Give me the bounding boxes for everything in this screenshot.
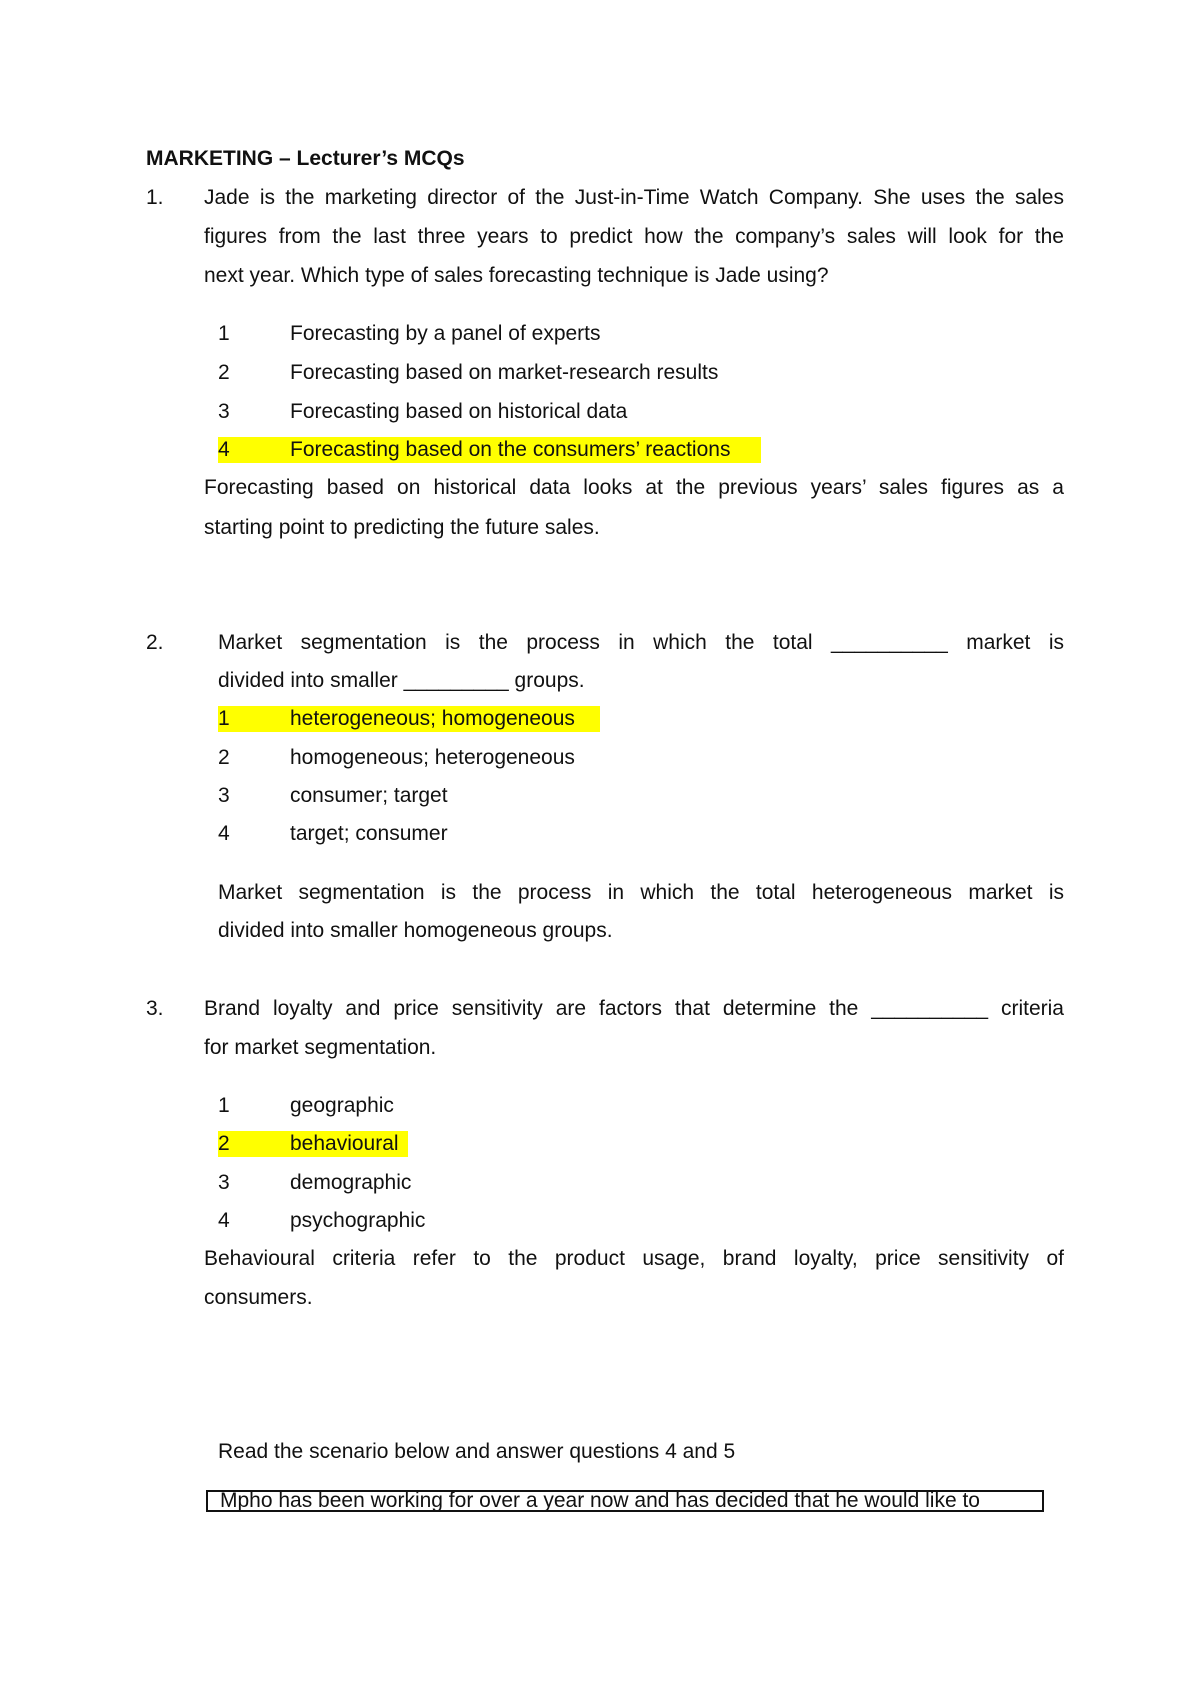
scenario-box — [206, 1490, 1044, 1512]
question-3-line-2: for market segmentation. — [204, 1036, 437, 1059]
question-1-line-1: Jade is the marketing director of the Just-in-Time Watch Company. She uses the sales — [204, 186, 1064, 209]
option-number: 2 — [218, 1132, 230, 1155]
option-text: Forecasting by a panel of experts — [290, 322, 601, 345]
question-1-line-2: figures from the last three years to predict how the company’s sales will look for the — [204, 225, 1064, 248]
question-1-explanation-line-1: Forecasting based on historical data looks at the previous years’ sales figures as a — [204, 476, 1064, 499]
question-1-line-3: next year. Which type of sales forecasting technique is Jade using? — [204, 264, 829, 287]
question-2-explanation-line-2: divided into smaller homogeneous groups. — [218, 919, 613, 942]
question-1-option-4-highlighted — [218, 437, 761, 463]
option-number: 1 — [218, 1094, 230, 1117]
option-number: 1 — [218, 322, 230, 345]
option-number: 4 — [218, 1209, 230, 1232]
scenario-intro: Read the scenario below and answer questions 4 and 5 — [218, 1440, 736, 1463]
document-title: MARKETING – Lecturer’s MCQs — [146, 147, 465, 170]
option-text: Forecasting based on market-research results — [290, 361, 719, 384]
option-text: behavioural — [290, 1132, 399, 1155]
option-number: 1 — [218, 707, 230, 730]
question-3-explanation-line-1: Behavioural criteria refer to the product usage, brand loyalty, price sensitivity of — [204, 1247, 1064, 1270]
option-text: demographic — [290, 1171, 412, 1194]
option-text: consumer; target — [290, 784, 448, 807]
option-number: 2 — [218, 361, 230, 384]
question-3-explanation-line-2: consumers. — [204, 1286, 313, 1309]
question-3-line-1: Brand loyalty and price sensitivity are factors that determine the __________ criteria — [204, 997, 1064, 1020]
option-number: 3 — [218, 400, 230, 423]
question-2-line-2: divided into smaller _________ groups. — [218, 669, 585, 692]
option-text: Forecasting based on historical data — [290, 400, 628, 423]
question-2-line-1: Market segmentation is the process in which the total __________ market is — [218, 631, 1064, 654]
option-text: homogeneous; heterogeneous — [290, 746, 575, 769]
question-2-option-1-highlighted — [218, 706, 600, 732]
scenario-box-text: Mpho has been working for over a year now and has decided that he would like to — [220, 1490, 980, 1512]
option-number: 3 — [218, 784, 230, 807]
option-text: psychographic — [290, 1209, 426, 1232]
question-2-explanation-line-1: Market segmentation is the process in which the total heterogeneous market is — [218, 881, 1064, 904]
question-1-number: 1. — [146, 186, 164, 209]
option-text: target; consumer — [290, 822, 448, 845]
question-1-explanation-line-2: starting point to predicting the future sales. — [204, 516, 600, 539]
option-text: geographic — [290, 1094, 394, 1117]
question-3-option-2-highlighted — [218, 1131, 408, 1157]
option-text: Forecasting based on the consumers’ reactions — [290, 438, 731, 461]
question-3-number: 3. — [146, 997, 164, 1020]
question-2-number: 2. — [146, 631, 164, 654]
option-number: 2 — [218, 746, 230, 769]
option-number: 4 — [218, 822, 230, 845]
option-number: 4 — [218, 438, 230, 461]
option-text: heterogeneous; homogeneous — [290, 707, 575, 730]
option-number: 3 — [218, 1171, 230, 1194]
